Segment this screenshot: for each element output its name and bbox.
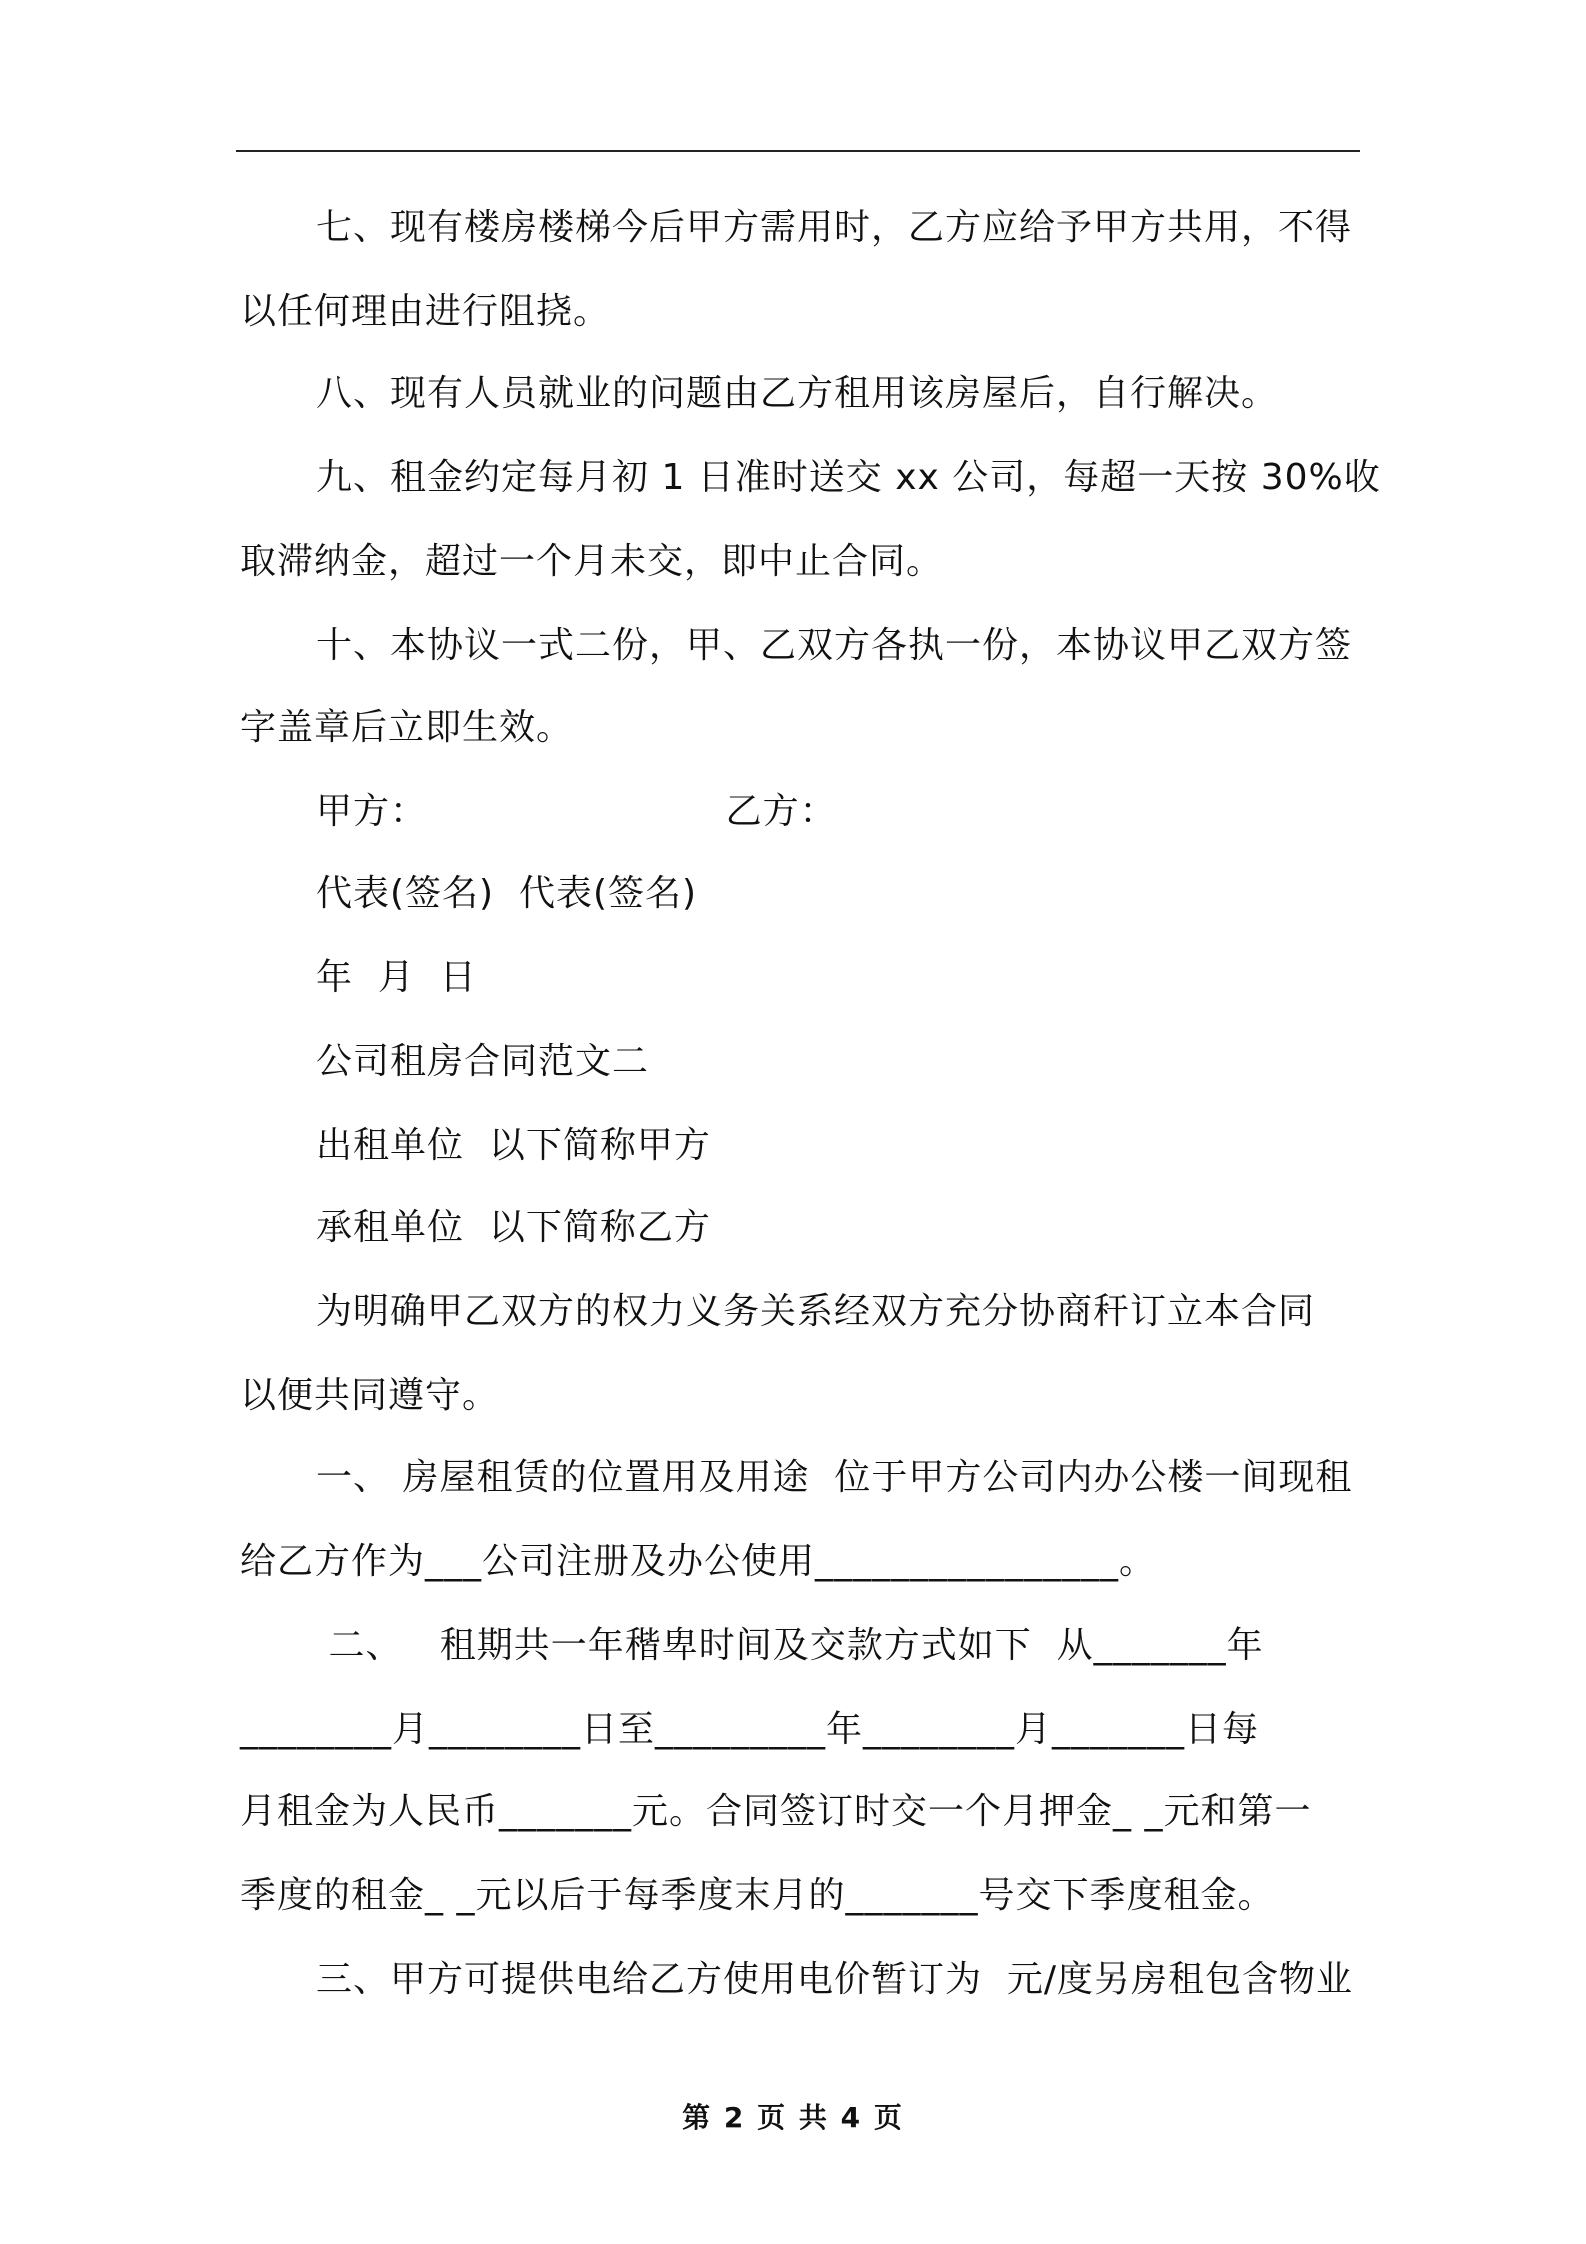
article-3-line-1: 三、甲方可提供电给乙方使用电价暂订为 元/度另房租包含物业 xyxy=(316,1959,1354,2000)
clause-7-line-1: 七、现有楼房楼梯今后甲方需用时，乙方应给予甲方共用，不得 xyxy=(316,207,1353,248)
article-2-line-1: 二、 租期共一年稭卑时间及交款方式如下 从_______年 xyxy=(316,1625,1264,1666)
preamble-line-1: 为明确甲乙双方的权力义务关系经双方充分协商秆订立本合同 xyxy=(316,1291,1316,1332)
article-2-line-3: 月租金为人民币_______元。合同签订时交一个月押金_ _元和第一 xyxy=(240,1791,1312,1832)
clause-10-line-2: 字盖章后立即生效。 xyxy=(240,707,574,748)
article-1-line-2: 给乙方作为___公司注册及办公使用________________。 xyxy=(240,1541,1157,1582)
clause-10-line-1: 十、本协议一式二份，甲、乙双方各执一份，本协议甲乙双方签 xyxy=(316,625,1353,666)
party-labels: 甲方： 乙方： xyxy=(316,791,837,832)
header-rule xyxy=(236,150,1360,152)
article-2-line-2: ________月________日至_________年________月_______日每 xyxy=(240,1709,1259,1750)
article-1-line-1: 一、 房屋租赁的位置用及用途 位于甲方公司内办公楼一间现租 xyxy=(316,1457,1353,1498)
clause-7-line-2: 以任何理由进行阻挠。 xyxy=(240,291,611,332)
clause-9-line-2: 取滞纳金，超过一个月未交，即中止合同。 xyxy=(240,541,944,582)
clause-8: 八、现有人员就业的问题由乙方租用该房屋后，自行解决。 xyxy=(316,373,1279,414)
article-2-line-4: 季度的租金_ _元以后于每季度末月的_______号交下季度租金。 xyxy=(240,1875,1275,1916)
section-title: 公司租房合同范文二 xyxy=(316,1041,650,1082)
signature-date: 年 月 日 xyxy=(316,957,477,998)
page-footer: 第 2 页 共 4 页 xyxy=(682,2101,904,2134)
representative-signatures: 代表(签名) 代表(签名) xyxy=(316,873,698,914)
clause-9-line-1: 九、租金约定每月初 1 日准时送交 xx 公司，每超一天按 30%收 xyxy=(316,457,1381,498)
preamble-line-2: 以便共同遵守。 xyxy=(240,1375,500,1416)
lessor-line: 出租单位 以下简称甲方 xyxy=(316,1125,711,1166)
lessee-line: 承租单位 以下简称乙方 xyxy=(316,1207,711,1248)
